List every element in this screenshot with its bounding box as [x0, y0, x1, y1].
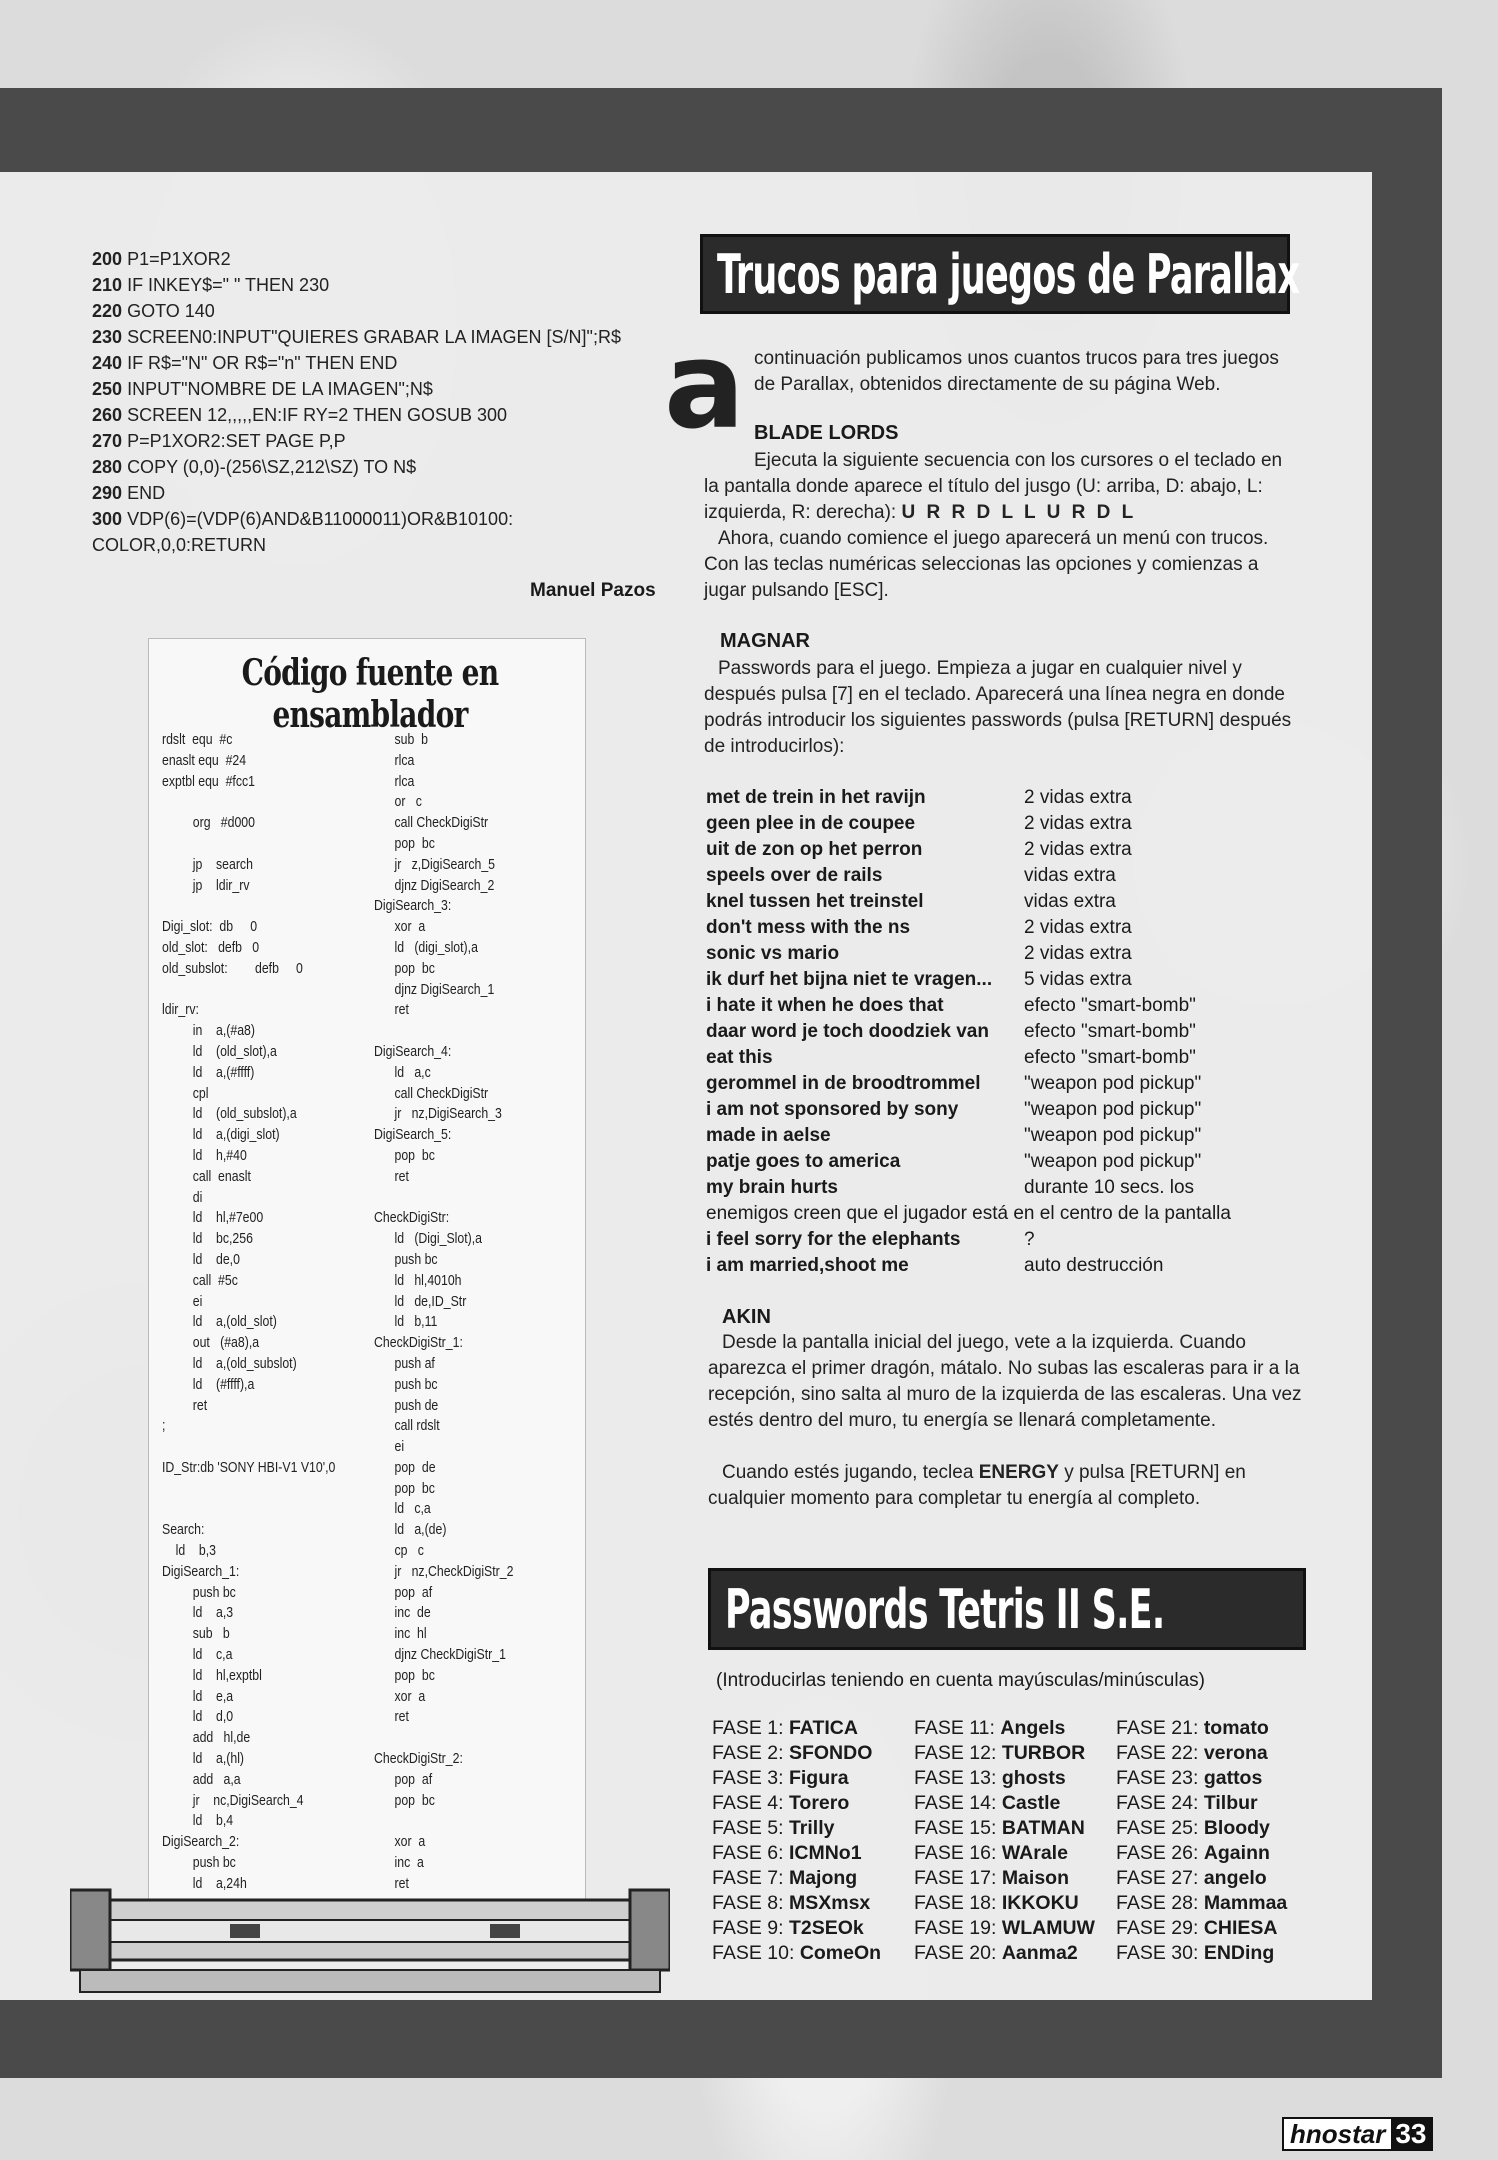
fase-password: BATMAN [1001, 1817, 1085, 1839]
fase-item [712, 1916, 914, 1941]
fase-label: FASE 16: [914, 1842, 997, 1864]
fase-item [914, 1916, 1116, 1941]
fase-password: angelo [1203, 1867, 1267, 1889]
basic-line-number: 200 [92, 249, 123, 269]
password-effect: efecto "smart-bomb" [1024, 1047, 1196, 1068]
trucos-title-banner [700, 234, 1300, 314]
basic-line [92, 272, 621, 298]
fase-password: FATICA [788, 1717, 858, 1739]
password-row [706, 915, 1316, 941]
fase-item [914, 1866, 1116, 1891]
fase-item [712, 1741, 914, 1766]
fase-item [712, 1791, 914, 1816]
basic-listing [92, 246, 621, 558]
basic-line-code: END [127, 483, 166, 503]
password-effect: 2 vidas extra [1024, 917, 1132, 938]
fase-item [1116, 1916, 1318, 1941]
fase-label: FASE 7: [712, 1867, 784, 1889]
basic-line [92, 324, 621, 350]
password-row [706, 1097, 1316, 1123]
fase-label: FASE 8: [712, 1892, 784, 1914]
fase-item [712, 1941, 914, 1966]
password-text: my brain hurts [706, 1177, 838, 1198]
fase-label: FASE 30: [1116, 1942, 1199, 1964]
printer-illustration [70, 1880, 670, 2000]
basic-line [92, 402, 621, 428]
basic-line [92, 454, 621, 480]
fase-item [914, 1841, 1116, 1866]
fase-label: FASE 25: [1116, 1817, 1199, 1839]
fase-password: Torero [788, 1792, 850, 1814]
password-effect: ? [1024, 1229, 1035, 1250]
fase-label: FASE 12: [914, 1742, 997, 1764]
fase-label: FASE 21: [1116, 1717, 1199, 1739]
blade-lords-sequence: U R R D L L U R D L [901, 502, 1137, 523]
akin-text2-pre: Cuando estés jugando, teclea [722, 1462, 979, 1483]
fase-password: SFONDO [788, 1742, 873, 1764]
password-row [706, 785, 1316, 811]
fase-label: FASE 28: [1116, 1892, 1199, 1914]
fase-password: gattos [1203, 1767, 1263, 1789]
fase-password: ghosts [1001, 1767, 1066, 1789]
basic-line-number: 260 [92, 405, 123, 425]
password-effect: "weapon pod pickup" [1024, 1125, 1202, 1146]
password-row [706, 837, 1316, 863]
fase-item [914, 1716, 1116, 1741]
trucos-title: Trucos para juegos de Parallax [717, 242, 1300, 306]
asm-listing-left: rdslt equ #c enaslt equ #24 exptbl equ #fcc1 org #d000 jp search jp ldir_rv Digi_slot: db 0 old_slot: defb 0 old_subslot: defb 0 ldir_rv: in a,(#a8) ld (old_slot),a ld a,(#ffff) cpl ld (old_subslot),a ld a,(digi_slot) ld h,#40 call enaslt di ld hl,#7e00 ld bc,256 ld de,0 call #5c ei ld a,(old_slot) out (#a8),a ld a,(old_subslot) ld (#ffff),a ret ; ID_Str:db 'SONY HBI-V1 V10',0 Search: ld b,3 DigiSearch_1: push bc ld a,3 sub b ld c,a ld hl,exptbl ld e,a ld d,0 add hl,de ld a,(hl) add a,a jr nc,DigiSearch_4 ld b,4 DigiSearch_2: push bc ld a,24h [162, 731, 336, 1892]
basic-line-code: P=P1XOR2:SET PAGE P,P [127, 431, 346, 451]
fase-item [914, 1791, 1116, 1816]
akin-text2-post: y pulsa [RETURN] en cualquier momento para completar tu energía al completo. [708, 1462, 1246, 1509]
basic-line [92, 480, 621, 506]
tetris-title-banner [708, 1568, 1306, 1650]
password-row [706, 1227, 1316, 1253]
fase-password: Aanma2 [1001, 1942, 1078, 1964]
akin-text2 [708, 1460, 1302, 1512]
password-text: patje goes to america [706, 1151, 901, 1172]
basic-line-number: 230 [92, 327, 123, 347]
password-row [706, 967, 1316, 993]
fase-password: ICMNo1 [788, 1842, 862, 1864]
fase-label: FASE 10: [712, 1942, 795, 1964]
listing-title: Código fuente en ensamblador [241, 652, 499, 736]
fase-label: FASE 11: [914, 1717, 995, 1739]
basic-line-number: 250 [92, 379, 123, 399]
fase-item [712, 1816, 914, 1841]
fase-item [1116, 1841, 1318, 1866]
basic-line-number: 290 [92, 483, 123, 503]
akin-text: Desde la pantalla inicial del juego, vete a la izquierda. Cuando aparezca el primer dragón, mátalo. No subas las escaleras para ir a la recepción, sino salta al muro de la izquierda de las escaleras. Una vez estés dentro del muro, tu energía se llenará completamente. [708, 1332, 1302, 1431]
password-effect: "weapon pod pickup" [1024, 1073, 1202, 1094]
tetris-title: Passwords Tetris II S.E. [725, 1577, 1165, 1641]
basic-line-number: 300 [92, 509, 123, 529]
fase-label: FASE 22: [1116, 1742, 1199, 1764]
frame-band-top [0, 88, 1442, 172]
password-text: don't mess with the ns [706, 917, 911, 938]
password-text: made in aelse [706, 1125, 831, 1146]
blade-lords-text [704, 448, 1300, 526]
password-row [706, 1071, 1316, 1097]
password-effect: durante 10 secs. los [1024, 1177, 1195, 1198]
fase-item [914, 1941, 1116, 1966]
fase-item [1116, 1741, 1318, 1766]
fase-label: FASE 27: [1116, 1867, 1199, 1889]
fase-password: Figura [788, 1767, 849, 1789]
basic-line [92, 428, 621, 454]
basic-line-code: VDP(6)=(VDP(6)AND&B11000011)OR&B10100: [127, 509, 514, 529]
password-text: eat this [706, 1047, 773, 1068]
fase-item [1116, 1816, 1318, 1841]
fase-item [712, 1891, 914, 1916]
fase-item [712, 1841, 914, 1866]
magnar-heading: MAGNAR [720, 630, 810, 652]
fase-label: FASE 3: [712, 1767, 784, 1789]
password-effect: 2 vidas extra [1024, 943, 1132, 964]
fase-password: MSXmsx [788, 1892, 871, 1914]
password-text: i hate it when he does that [706, 995, 944, 1016]
password-effect: 2 vidas extra [1024, 813, 1132, 834]
fase-label: FASE 13: [914, 1767, 997, 1789]
basic-line-code: SCREEN 12,,,,,EN:IF RY=2 THEN GOSUB 300 [127, 405, 508, 425]
password-effect: 2 vidas extra [1024, 787, 1132, 808]
blade-lords-text2: Ahora, cuando comience el juego aparecerá un menú con trucos. Con las teclas numéricas seleccionas las opciones y comienzas a jugar pulsando [ESC]. [704, 528, 1269, 601]
fase-label: FASE 4: [712, 1792, 784, 1814]
fase-item [914, 1891, 1116, 1916]
fase-password: T2SEOk [788, 1917, 864, 1939]
password-effect: "weapon pod pickup" [1024, 1151, 1202, 1172]
fase-password: Againn [1203, 1842, 1270, 1864]
basic-line-code: INPUT"NOMBRE DE LA IMAGEN";N$ [127, 379, 433, 399]
basic-line [92, 376, 621, 402]
password-row [706, 1019, 1316, 1045]
password-text: daar word je toch doodziek van [706, 1021, 989, 1042]
fase-password: CHIESA [1203, 1917, 1278, 1939]
fase-item [1116, 1766, 1318, 1791]
password-effect: vidas extra [1024, 891, 1116, 912]
fase-label: FASE 19: [914, 1917, 997, 1939]
fase-label: FASE 23: [1116, 1767, 1199, 1789]
password-text: uit de zon op het perron [706, 839, 923, 860]
fase-password: Mammaa [1203, 1892, 1288, 1914]
basic-line-code: COPY (0,0)-(256\SZ,212\SZ) TO N$ [127, 457, 417, 477]
fase-item [1116, 1891, 1318, 1916]
basic-line-number: 270 [92, 431, 123, 451]
password-continuation: enemigos creen que el jugador está en el centro de la pantalla [706, 1203, 1231, 1224]
asm-listing-right: sub b rlca rlca or c call CheckDigiStr pop bc jr z,DigiSearch_5 djnz DigiSearch_2 DigiSearch_3: xor a ld (digi_slot),a pop bc djnz DigiSearch_1 ret DigiSearch_4: ld a,c call CheckDigiStr jr nz,DigiSearch_3 DigiSearch_5: pop bc ret CheckDigiStr: ld (Digi_Slot),a push bc ld hl,4010h ld de,ID_Str ld b,11 CheckDigiStr_1: push af push bc push de call rdslt ei pop de pop bc ld c,a ld a,(de) cp c jr nz,CheckDigiStr_2 pop af inc de inc hl djnz CheckDigiStr_1 pop bc xor a ret CheckDigiStr_2: pop af pop bc xor a inc a ret [374, 731, 514, 1892]
password-text: i am not sponsored by sony [706, 1099, 959, 1120]
fase-password: Angels [1000, 1717, 1066, 1739]
frame-band-bottom [0, 2000, 1442, 2078]
password-row [706, 1149, 1316, 1175]
password-effect: efecto "smart-bomb" [1024, 1021, 1196, 1042]
password-row [706, 811, 1316, 837]
fase-label: FASE 20: [914, 1942, 997, 1964]
password-row [706, 1175, 1316, 1201]
fase-password: Trilly [788, 1817, 835, 1839]
basic-line-code: IF INKEY$=" " THEN 230 [127, 275, 330, 295]
magnar-text: Passwords para el juego. Empieza a jugar en cualquier nivel y después pulsa [7] en el teclado. Aparecerá una línea negra en donde podrás introducir los siguientes passwords (pulsa [RETURN] después de introducirlos): [704, 658, 1292, 757]
blade-lords-heading: BLADE LORDS [754, 422, 899, 444]
basic-line-number: 220 [92, 301, 123, 321]
password-text: speels over de rails [706, 865, 883, 886]
basic-line-code: SCREEN0:INPUT"QUIERES GRABAR LA IMAGEN [S/N]";R$ [127, 327, 621, 347]
basic-line-code: COLOR,0,0:RETURN [92, 535, 267, 555]
fase-label: FASE 2: [712, 1742, 784, 1764]
password-effect: vidas extra [1024, 865, 1116, 886]
fase-password: IKKOKU [1001, 1892, 1079, 1914]
footer-logo [1282, 2117, 1433, 2151]
author-name: Manuel Pazos [530, 580, 656, 601]
password-text: i feel sorry for the elephants [706, 1229, 961, 1250]
basic-line-number: 280 [92, 457, 123, 477]
basic-line [92, 246, 621, 272]
basic-line [92, 532, 621, 558]
fase-label: FASE 1: [712, 1717, 784, 1739]
frame-band-right [1372, 88, 1442, 2078]
fase-label: FASE 6: [712, 1842, 784, 1864]
password-text: geen plee in de coupee [706, 813, 916, 834]
fase-password: Castle [1001, 1792, 1061, 1814]
fase-password: ENDing [1203, 1942, 1275, 1964]
basic-line [92, 506, 621, 532]
fase-label: FASE 29: [1116, 1917, 1199, 1939]
password-text: gerommel in de broodtrommel [706, 1073, 981, 1094]
fase-item [712, 1866, 914, 1891]
fase-label: FASE 17: [914, 1867, 997, 1889]
fase-password: WLAMUW [1001, 1917, 1095, 1939]
password-text: knel tussen het treinstel [706, 891, 924, 912]
magazine-brand: hnostar [1284, 2119, 1391, 2149]
password-row [706, 1123, 1316, 1149]
tetris-intro: (Introducirlas teniendo en cuenta mayúsculas/minúsculas) [716, 1670, 1205, 1691]
fase-label: FASE 5: [712, 1817, 784, 1839]
password-text: i am married,shoot me [706, 1255, 909, 1276]
fase-password: Tilbur [1203, 1792, 1258, 1814]
fase-item [914, 1766, 1116, 1791]
password-effect: "weapon pod pickup" [1024, 1099, 1202, 1120]
basic-line-code: P1=P1XOR2 [127, 249, 231, 269]
password-row [706, 993, 1316, 1019]
basic-line-number: 210 [92, 275, 123, 295]
password-effect: 5 vidas extra [1024, 969, 1132, 990]
password-effect: 2 vidas extra [1024, 839, 1132, 860]
fase-password: Bloody [1203, 1817, 1270, 1839]
fase-label: FASE 26: [1116, 1842, 1199, 1864]
fase-item [712, 1716, 914, 1741]
fase-item [1116, 1941, 1318, 1966]
fase-item [1116, 1791, 1318, 1816]
fase-password: verona [1203, 1742, 1268, 1764]
blade-lords-instructions: Ejecuta la siguiente secuencia con los cursores o el teclado en la pantalla donde aparece el título del jusgo (U: arriba, D: abajo, L: izquierda, R: derecha): [704, 450, 1283, 523]
fase-password: WArale [1001, 1842, 1068, 1864]
password-row [706, 889, 1316, 915]
fase-password: Majong [788, 1867, 858, 1889]
fase-password: TURBOR [1001, 1742, 1086, 1764]
password-row [706, 863, 1316, 889]
fase-password: Maison [1001, 1867, 1069, 1889]
password-row [706, 1045, 1316, 1071]
fase-label: FASE 9: [712, 1917, 784, 1939]
drop-cap: a [664, 317, 745, 456]
password-text: sonic vs mario [706, 943, 840, 964]
basic-line [92, 298, 621, 324]
basic-line-number: 240 [92, 353, 123, 373]
fase-label: FASE 15: [914, 1817, 997, 1839]
akin-heading: AKIN [722, 1306, 771, 1328]
fase-item [914, 1816, 1116, 1841]
fase-item [712, 1766, 914, 1791]
fase-password: ComeOn [799, 1942, 882, 1964]
password-effect: efecto "smart-bomb" [1024, 995, 1196, 1016]
basic-line-code: GOTO 140 [127, 301, 215, 321]
password-row [706, 941, 1316, 967]
magnar-password-list [706, 785, 1316, 1279]
fase-label: FASE 18: [914, 1892, 997, 1914]
fase-label: FASE 24: [1116, 1792, 1199, 1814]
fase-item [914, 1741, 1116, 1766]
fase-item [1116, 1716, 1318, 1741]
password-text: met de trein in het ravijn [706, 787, 926, 808]
fase-password: tomato [1203, 1717, 1269, 1739]
trucos-intro: continuación publicamos unos cuantos trucos para tres juegos de Parallax, obtenidos directamente de su página Web. [754, 348, 1279, 395]
password-row [706, 1253, 1316, 1279]
akin-keyword: ENERGY [978, 1462, 1059, 1483]
basic-line-code: IF R$="N" OR R$="n" THEN END [127, 353, 398, 373]
page-number: 33 [1391, 2119, 1430, 2149]
fase-item [1116, 1866, 1318, 1891]
password-text: ik durf het bijna niet te vragen... [706, 969, 993, 990]
tetris-fases-grid [712, 1716, 1318, 1966]
basic-line [92, 350, 621, 376]
password-effect: auto destrucción [1024, 1255, 1164, 1276]
fase-label: FASE 14: [914, 1792, 997, 1814]
